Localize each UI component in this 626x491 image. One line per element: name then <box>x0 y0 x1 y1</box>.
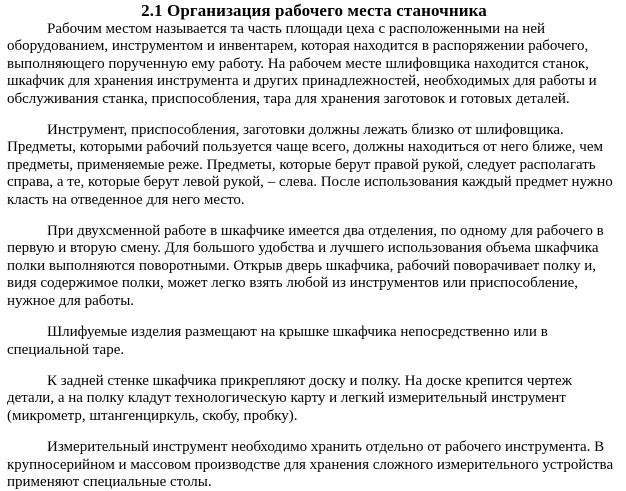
paragraph-workpiece-storage: Шлифуемые изделия размещают на крышке шкафчика непосредственно или в специальной таре. <box>7 324 548 358</box>
paragraph-cabinet-board: К задней стенке шкафчика прикрепляют доску и полку. На доске крепится чертеж детали, а на полку кладут технологическую карту и легкий измерительный инструмент (микрометр, штангенциркуль, скобу, пробку). <box>7 372 573 424</box>
paragraph-tool-placement: Инструмент, приспособления, заготовки должны лежать близко от шлифовщика. Предметы, которыми рабочий пользуется чаще всего, должны находиться от него ближе, чем предметы, применяемые реже. Предметы, которые берут правой рукой, следует располагать справа, а те, которые берут левой рукой, – слева. После использования каждый предмет нужно класть на отведенное для него место. <box>7 122 613 208</box>
paragraph-measuring-tools: Измерительный инструмент необходимо хранить отдельно от рабочего инструмента. В крупносерийном и массовом производстве для хранения сложного измерительного устройства применяют специальные столы. <box>7 439 614 490</box>
paragraph-workplace-definition: Рабочим местом называется та часть площади цеха с расположенными на ней оборудованием, инструментом и инвентарем, которая находится в распоряжении рабочего, выполняющего порученную ему работу. На рабочем месте шлифовщика находится станок, шкафчик для хранения инструмента и других принадлежностей, необходимых для работы и обслуживания станка, приспособления, тара для хранения заготовок и готовых деталей. <box>7 21 597 107</box>
section-title: 2.1 Организация рабочего места станочника <box>141 1 487 20</box>
paragraph-two-shift-cabinet: При двухсменной работе в шкафчике имеется два отделения, по одному для рабочего в первую и вторую смену. Для большого удобства и лучшего использования объема шкафчика полки выполняются поворотными. Открыв дверь шкафчика, рабочий поворачивает полку и, видя содержимое полки, может легко взять любой из инструментов или приспособление, нужное для работы. <box>7 223 604 309</box>
